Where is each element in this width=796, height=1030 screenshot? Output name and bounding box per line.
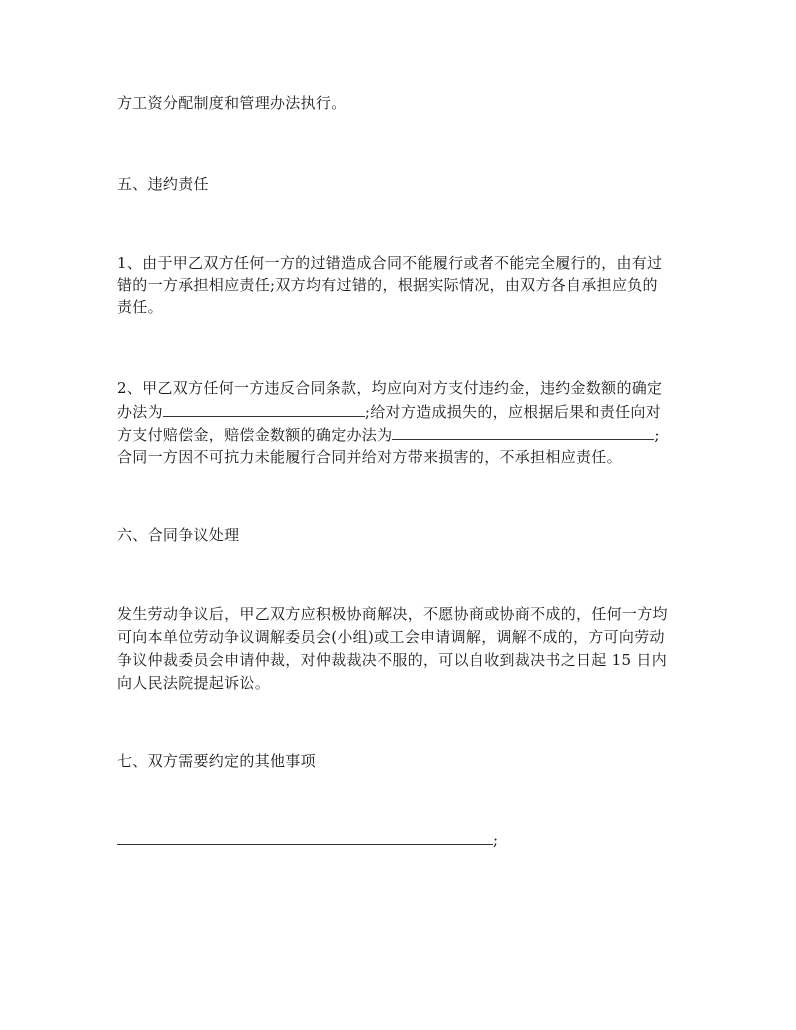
paragraph-line: 责任。 xyxy=(117,298,163,316)
paragraph-line: 向人民法院提起诉讼。 xyxy=(117,674,271,692)
line-text: ;给对方造成损失的，应根据后果和责任向对 xyxy=(364,403,661,421)
section-heading-dispute: 六、合同争议处理 xyxy=(117,526,240,544)
paragraph-line: 2、甲乙双方任何一方违反合同条款，均应向对方支付违约金，违约金数额的确定 xyxy=(117,379,663,397)
section-heading-other-matters: 七、双方需要约定的其他事项 xyxy=(117,752,316,770)
blank-field-penalty-method[interactable] xyxy=(163,398,365,417)
section-heading-breach: 五、违约责任 xyxy=(117,175,209,193)
paragraph-line: 发生劳动争议后，甲乙双方应积极协商解决，不愿协商或协商不成的，任何一方均 xyxy=(117,605,668,623)
line-text: 方支付赔偿金，赔偿金数额的确定办法为 xyxy=(117,426,393,444)
paragraph-line: 争议仲裁委员会申请仲裁，对仲裁裁决不服的，可以自收到裁决书之日起 15 日内 xyxy=(117,651,668,669)
line-text: ; xyxy=(493,831,499,849)
blank-field-other-matters[interactable] xyxy=(117,826,493,845)
blank-field-compensation-method[interactable] xyxy=(392,421,654,440)
line-text: ; xyxy=(654,426,660,444)
line-text: 办法为 xyxy=(117,403,163,421)
paragraph-line: 可向本单位劳动争议调解委员会(小组)或工会申请调解，调解不成的，方可向劳动 xyxy=(117,628,665,646)
paragraph-line: 错的一方承担相应责任;双方均有过错的，根据实际情况，由双方各自承担应负的 xyxy=(117,276,658,294)
paragraph-line: 方工资分配制度和管理办法执行。 xyxy=(117,94,347,112)
paragraph-line: 1、由于甲乙双方任何一方的过错造成合同不能履行或者不能完全履行的，由有过 xyxy=(117,254,663,272)
paragraph-line: 合同一方因不可抗力未能履行合同并给对方带来损害的，不承担相应责任。 xyxy=(117,448,622,466)
paragraph-line xyxy=(117,826,498,853)
